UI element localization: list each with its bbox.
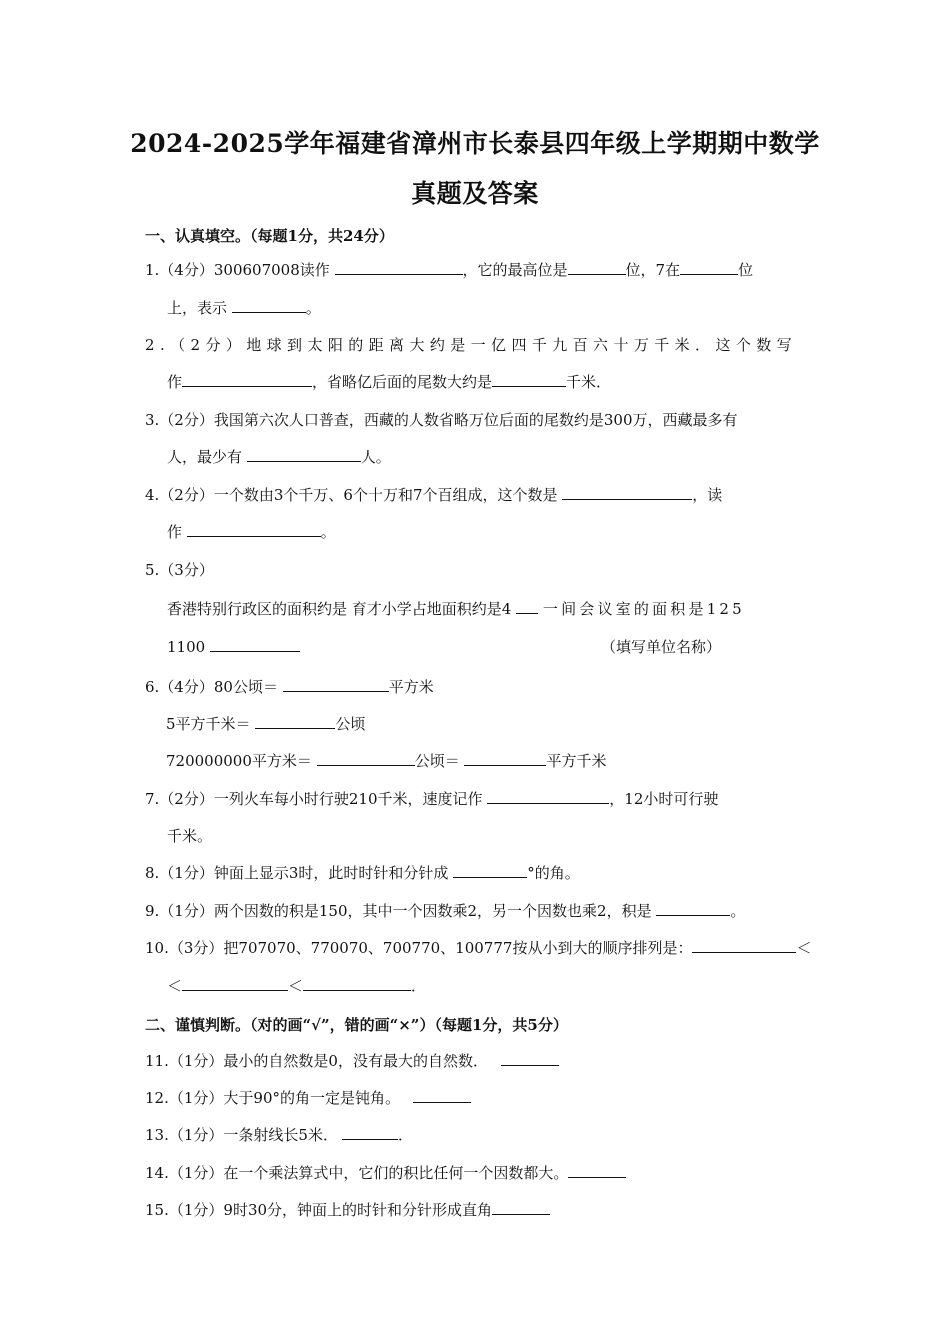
- q8-text-b: °的角。: [527, 864, 580, 882]
- q10-blank-3[interactable]: [303, 976, 411, 991]
- question-5-heading: 5.（3分）: [145, 561, 214, 579]
- question-15: [145, 1200, 550, 1220]
- q10-text-a: 10.（3分）把707070、770070、700770、100777按从小到大的顺序排列是：: [145, 939, 693, 957]
- q10-text-e: ．: [411, 977, 427, 995]
- q10-blank-1[interactable]: [692, 938, 796, 953]
- q10-lt-2: ＜: [167, 977, 183, 995]
- q2-blank-2[interactable]: [492, 372, 566, 387]
- question-6-line2: [166, 714, 365, 734]
- q7-text-b: ，12小时可行驶: [609, 790, 719, 808]
- q13-text: 13.（1分）一条射线长5米．: [145, 1126, 338, 1144]
- q5-text-b: 香港特别行政区的面积约是 育才小学占地面积约是4: [167, 600, 512, 618]
- q4-text-d: 。: [320, 523, 336, 541]
- q14-blank[interactable]: [568, 1163, 626, 1178]
- q5-unit-hint: （填写单位名称）: [601, 638, 722, 656]
- question-14: [145, 1163, 626, 1183]
- q8-text-a: 8.（1分）钟面上显示3时，此时时针和分针成: [145, 864, 449, 882]
- q8-blank-1[interactable]: [453, 863, 527, 878]
- q5-blank-1[interactable]: [516, 599, 538, 614]
- question-5-line2: [167, 637, 300, 657]
- q1-blank-3[interactable]: [680, 260, 738, 275]
- q15-text: 15.（1分）9时30分，钟面上的时针和分针形成直角: [145, 1201, 493, 1219]
- question-4-line2: [167, 522, 336, 542]
- q3-blank-1[interactable]: [247, 447, 361, 462]
- section-2-heading: 二、谨慎判断。（对的画“√”，错的画“×”）（每题1分，共5分）: [145, 1016, 568, 1034]
- q5-text-c: 一间会议室的面积是125: [542, 600, 745, 618]
- q13-blank[interactable]: [342, 1125, 398, 1140]
- q5-text-d: 1100: [167, 638, 206, 656]
- q11-text: 11.（1分）最小的自然数是0，没有最大的自然数．: [145, 1052, 488, 1070]
- q1-text-d: 位: [738, 261, 754, 279]
- question-6-line3: [166, 751, 607, 771]
- q6-text-b: 平方米: [388, 678, 434, 696]
- question-3-line2: [167, 447, 391, 467]
- question-7-line1: [145, 789, 718, 809]
- q6-text-d: 公顷: [335, 715, 366, 733]
- q6-text-c: 5平方千米＝: [166, 715, 251, 733]
- q2-blank-1[interactable]: [182, 372, 312, 387]
- q13-period: ．: [397, 1126, 413, 1144]
- q3-text-c: 人。: [360, 448, 391, 466]
- question-11: [145, 1051, 559, 1071]
- q1-blank-2[interactable]: [568, 260, 626, 275]
- q4-text-a: 4.（2分）一个数由3个千万、6个十万和7个百组成，这个数是: [145, 486, 558, 504]
- q1-text-a: 1.（4分）300607008读作: [145, 261, 330, 279]
- q1-blank-4[interactable]: [232, 298, 306, 313]
- q4-text-c: 作: [167, 523, 183, 541]
- q9-text-b: 。: [730, 902, 746, 920]
- q6-blank-1[interactable]: [283, 677, 389, 692]
- question-8: [145, 863, 580, 883]
- q4-text-b: ，读: [692, 486, 723, 504]
- q1-text-c: 位，7在: [625, 261, 681, 279]
- q6-text-f: 公顷＝: [414, 752, 460, 770]
- q9-text-a: 9.（1分）两个因数的积是150，其中一个因数乘2，另一个因数也乘2，积是: [145, 902, 652, 920]
- q1-blank-1[interactable]: [335, 260, 463, 275]
- question-2-line1: 2.（2分）地球到太阳的距离大约是一亿四千九百六十万千米．这个数写: [145, 336, 798, 354]
- q2-text-d: 千米．: [566, 373, 612, 391]
- q6-text-a: 6.（4分）80公顷＝: [145, 678, 278, 696]
- q6-blank-2[interactable]: [255, 714, 335, 729]
- q4-blank-2[interactable]: [187, 522, 321, 537]
- question-10-line1: [145, 938, 811, 958]
- q1-text-f: 。: [305, 299, 321, 317]
- question-1-line1: [145, 260, 753, 280]
- q5-blank-2[interactable]: [210, 637, 300, 652]
- question-7-line2: 千米。: [167, 827, 213, 845]
- q3-text-b: 人，最少有: [167, 448, 243, 466]
- question-3-line1: 3.（2分）我国第六次人口普查，西藏的人数省略万位后面的尾数约是300万，西藏最多有: [145, 411, 738, 429]
- q1-text-b: ，它的最高位是: [462, 261, 568, 279]
- section-1-heading: 一、认真填空。（每题1分，共24分）: [145, 227, 394, 245]
- document-title-line1: 2024-2025学年福建省漳州市长泰县四年级上学期期中数学: [130, 129, 820, 158]
- q14-text: 14.（1分）在一个乘法算式中，它们的积比任何一个因数都大。: [145, 1164, 569, 1182]
- q2-text-b: 作: [167, 373, 183, 391]
- question-12: [145, 1088, 471, 1108]
- question-2-line2: [167, 372, 611, 392]
- q12-blank[interactable]: [413, 1088, 471, 1103]
- q6-text-e: 720000000平方米＝: [166, 752, 312, 770]
- question-9: [145, 901, 745, 921]
- q1-text-e: 上，表示: [167, 299, 228, 317]
- document-title-line2: 真题及答案: [411, 179, 539, 208]
- q9-blank-1[interactable]: [656, 901, 730, 916]
- q6-text-g: 平方千米: [546, 752, 607, 770]
- q7-text-a: 7.（2分）一列火车每小时行驶210千米，速度记作: [145, 790, 483, 808]
- q6-blank-4[interactable]: [464, 751, 546, 766]
- question-5-line1: [167, 599, 745, 619]
- q10-lt-1: ＜: [796, 939, 812, 957]
- q6-blank-3[interactable]: [317, 751, 415, 766]
- question-1-line2: [167, 298, 321, 318]
- q15-blank[interactable]: [492, 1200, 550, 1215]
- question-10-line2: [167, 976, 426, 996]
- q2-text-c: ，省略亿后面的尾数大约是: [312, 373, 493, 391]
- q11-blank[interactable]: [501, 1051, 559, 1066]
- question-4-line1: [145, 485, 722, 505]
- q4-blank-1[interactable]: [562, 485, 692, 500]
- q10-blank-2[interactable]: [182, 976, 288, 991]
- q10-lt-3: ＜: [288, 977, 304, 995]
- q7-blank-1[interactable]: [487, 789, 609, 804]
- question-13: [145, 1125, 413, 1145]
- question-6-line1: [145, 677, 434, 697]
- q12-text: 12.（1分）大于90°的角一定是钝角。: [145, 1089, 400, 1107]
